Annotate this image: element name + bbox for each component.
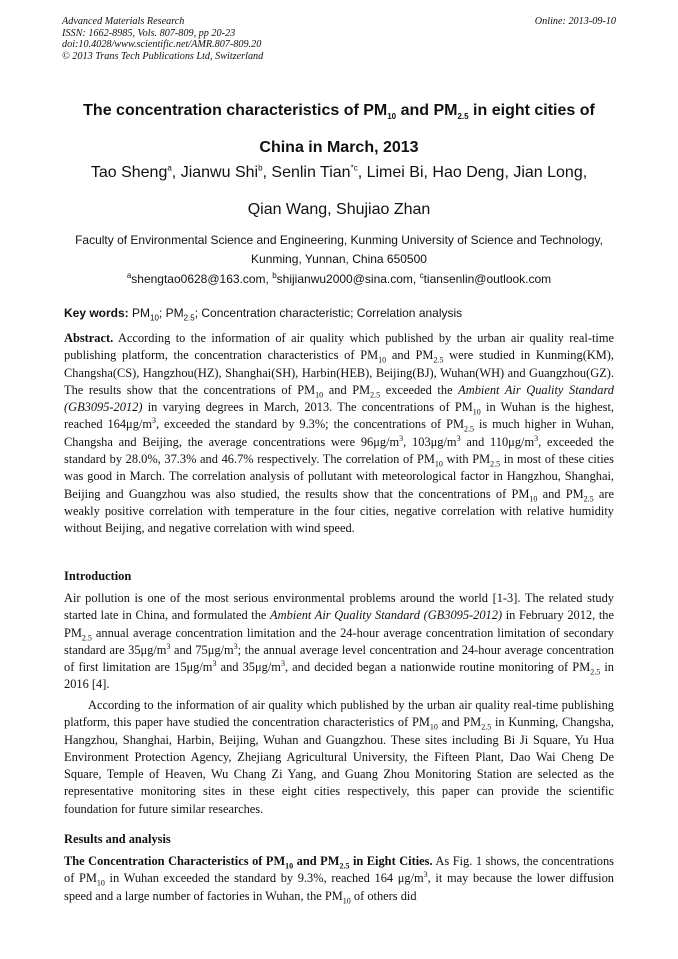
issn-line: ISSN: 1662-8985, Vols. 807-809, pp 20-23 [62,27,236,39]
affiliation: Faculty of Environmental Science and Engineering, Kunming University of Science and Technology, Kunming, Yunnan, China 650500 [75,233,603,266]
journal-header [62,16,616,62]
section-heading-introduction: Introduction [64,569,132,583]
intro-paragraph-1: Air pollution is one of the most serious environmental problems around the world [1-3]. The related study started late in China, and formulated the Ambient Air Quality Standard (GB3095-2012) in February 2012, the $PM_{2.5}$ annual average concentration limitation and the 24-hour average concentration limitation of secondary standard are $35\mu g/m^3$ and $75\mu g/m^3$; the annual average level concentration and 24-hour average concentration of first limitation are $15\mu g/m^3$ and $35\mu g/m^3$, and decided began a nationwide routine monitoring of $PM_{2.5}$ in 2016 [4]. [64,591,614,692]
abstract: Abstract. According to the information of air quality which published by the urban air quality real-time publishing platform, the concentration characteristics of $PM_{10}$ and $PM_{2.5}$ were studied in Kunming(KM), Changsha(CS), Hangzhou(HZ), Shanghai(SH), Harbin(HEB), Beijing(BJ), Wuhan(WH) and Guangzhou(GZ). The results show that the concentrations of $PM_{10}$ and $PM_{2.5}$ exceeded the Ambient Air Quality Standard (GB3095-2012) in varying degrees in March, 2013. The concentrations of $PM_{10}$ in Wuhan is the highest, reached $164\mu g/m^3$, exceeded the standard by 9.3%; the concentrations of $PM_{2.5}$ is much higher in Wuhan, Changsha and Beijing, the average concentrations were $96\mu g/m^3$, $103\mu g/m^3$ and $110\mu g/m^3$, exceeded the standard by 28.0%, 37.3% and 46.7% respectively. The correlation of $PM_{10}$ with $PM_{2.5}$ in most of these cities was good in March. The correlation analysis of pollutant with meteorological factor in Hangzhou, Shanghai, Beijing and Guangzhou was also studied, the results show that the concentrations of $PM_{10}$ and $PM_{2.5}$ are weakly positive correlation with temperature in the four cities, negative correlation with relative humidity without Beijing, and negative correlation with wind speed. [64,331,615,536]
paper-title: The concentration characteristics of $PM_{10}$ and $PM_{2.5}$ in eight cities of China in March, 2013 [83,102,595,156]
online-date: Online: 2013-09-10 [534,16,616,27]
email-b[interactable]: shijianwu2000@sina.com, [276,272,420,286]
keywords-label: Key words: [64,306,133,320]
journal-name: Advanced Materials Research [62,16,185,27]
section-heading-results: Results and analysis [64,832,171,846]
results-paragraph-1: The Concentration Characteristics of $PM_{10}$ and $PM_{2.5}$ in Eight Cities. As Fig. 1 shows, the concentrations of $PM_{10}$ in Wuhan exceeded the standard by 9.3%, reached 164 $\mu g/m^3$, it may because the lower diffusion speed and a large number of factories in Wuhan, the $PM_{10}$ of others did [64,854,614,906]
keywords: Key words: $PM_{10}$; $PM_{2.5}$; Concentration characteristic; Correlation analysis [64,306,463,323]
doi-line: doi:10.4028/www.scientific.net/AMR.807-809.20 [62,39,262,50]
author-list: Tao Sheng$^a$, Jianwu Shi$^b$, Senlin Tian$^{*c}$, Limei Bi, Hao Deng, Jian Long, Qian Wang, Shujiao Zhan [90,163,588,218]
email-a[interactable]: shengtao0628@163.com, [131,272,273,286]
copyright-line: © 2013 Trans Tech Publications Ltd, Switzerland [62,50,264,62]
author-emails: $^a$shengtao0628@163.com, $^b$shijianwu2000@sina.com, $^c$tiansenlin@outlook.com [126,271,552,286]
email-c[interactable]: tiansenlin@outlook.com [423,272,552,286]
abstract-label: Abstract. [64,331,114,345]
intro-paragraph-2: According to the information of air quality which published by the urban air quality real-time publishing platform, this paper have studied the concentration characteristics of $PM_{10}$ and $PM_{2.5}$ in Kunming, Changsha, Hangzhou, Shanghai, Harbin, Beijing, Wuhan and Guangzhou. These sites including Bi Ji Square, Yu Hua Environment Protection Agency, Zhejiang Agricultural University, the Fifteen Plant, Dao Wai Cheng De Square, Temple of Heaven, Wu Chang Zi Yang, and Guang Zhou Monitoring Station are selected as the representative monitoring sites in these eight cities respectively, this paper can provide the scientific foundation for future similar researches. [64,698,614,816]
